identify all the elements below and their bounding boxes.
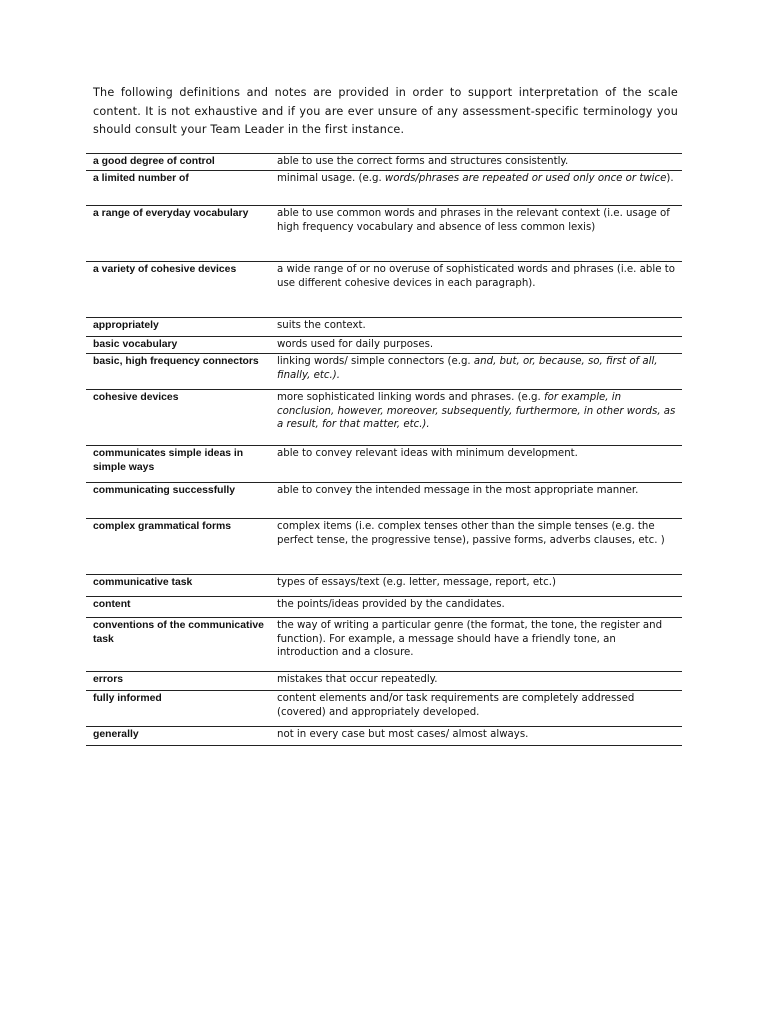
definition-text: content elements and/or task requirements are completely addressed (covered) and appropriately developed. [277, 693, 635, 718]
glossary-definition [270, 519, 682, 575]
glossary-term: generally [86, 727, 270, 746]
definition-text: ). [666, 173, 674, 184]
definition-text: not in every case but most cases/ almost always. [277, 729, 529, 740]
glossary-definition [270, 154, 682, 171]
definition-text: a wide range of or no overuse of sophisticated words and phrases (i.e. able to use different cohesive devices in each paragraph). [277, 264, 675, 289]
glossary-term: basic vocabulary [86, 337, 270, 354]
glossary-definition [270, 337, 682, 354]
glossary-definition [270, 672, 682, 691]
glossary-row [86, 337, 682, 354]
definition-text: mistakes that occur repeatedly. [277, 674, 438, 685]
glossary-term: content [86, 597, 270, 618]
glossary-row [86, 262, 682, 318]
glossary-row [86, 446, 682, 483]
glossary-term: a good degree of control [86, 154, 270, 171]
glossary-row [86, 483, 682, 519]
glossary-row [86, 354, 682, 390]
glossary-term: communicative task [86, 575, 270, 597]
glossary-term: complex grammatical forms [86, 519, 270, 575]
glossary-term: errors [86, 672, 270, 691]
glossary-row [86, 390, 682, 446]
definition-example-text: words/phrases are repeated or used only once or twice [384, 173, 667, 184]
glossary-definition [270, 483, 682, 519]
definition-text: able to convey the intended message in the most appropriate manner. [277, 485, 639, 496]
definition-text: complex items (i.e. complex tenses other than the simple tenses (e.g. the perfect tense, the progressive tense), passive forms, adverbs clauses, etc. ) [277, 521, 665, 546]
definition-example-text: and, but, or, because, so, first of all, finally, etc.). [277, 356, 658, 381]
definition-text: linking words/ simple connectors (e.g. [277, 356, 474, 367]
glossary-row [86, 691, 682, 727]
glossary-term: conventions of the communicative task [86, 618, 270, 672]
glossary-definition [270, 597, 682, 618]
glossary-definition [270, 206, 682, 262]
definition-text: suits the context. [277, 320, 366, 331]
definition-text: able to use common words and phrases in the relevant context (i.e. usage of high frequency vocabulary and absence of less common lexis) [277, 208, 670, 233]
glossary-definition [270, 354, 682, 390]
definition-text: able to convey relevant ideas with minimum development. [277, 448, 578, 459]
glossary-definition [270, 446, 682, 483]
glossary-row [86, 672, 682, 691]
glossary-term: fully informed [86, 691, 270, 727]
glossary-row [86, 154, 682, 171]
glossary-definition [270, 262, 682, 318]
definition-text: words used for daily purposes. [277, 339, 434, 350]
glossary-row [86, 618, 682, 672]
definition-example-text: for example, in conclusion, however, moreover, subsequently, furthermore, in other words, as a result, for that matter, etc.). [277, 392, 676, 431]
glossary-row [86, 727, 682, 746]
glossary-term: a limited number of [86, 171, 270, 206]
definition-text: the points/ideas provided by the candidates. [277, 599, 505, 610]
glossary-definition [270, 390, 682, 446]
glossary-term: communicates simple ideas in simple ways [86, 446, 270, 483]
glossary-row [86, 597, 682, 618]
definition-text: minimal usage. (e.g. [277, 173, 385, 184]
glossary-table [86, 153, 682, 746]
glossary-definition [270, 318, 682, 337]
definition-text: able to use the correct forms and structures consistently. [277, 156, 569, 167]
glossary-definition [270, 618, 682, 672]
glossary-definition [270, 691, 682, 727]
glossary-row [86, 318, 682, 337]
glossary-row [86, 575, 682, 597]
glossary-term: communicating successfully [86, 483, 270, 519]
glossary-definition [270, 575, 682, 597]
glossary-term: basic, high frequency connectors [86, 354, 270, 390]
glossary-definition [270, 727, 682, 746]
glossary-row [86, 519, 682, 575]
definition-text: more sophisticated linking words and phrases. (e.g. [277, 392, 545, 403]
glossary-term: a range of everyday vocabulary [86, 206, 270, 262]
intro-paragraph: The following definitions and notes are provided in order to support interpretation of the scale content. It is not exhaustive and if you are ever unsure of any assessment-specific terminology you should consult your Team Leader in the first instance. [93, 86, 678, 136]
glossary-term: a variety of cohesive devices [86, 262, 270, 318]
glossary-definition [270, 171, 682, 206]
glossary-row [86, 171, 682, 206]
glossary-term: appropriately [86, 318, 270, 337]
glossary-term: cohesive devices [86, 390, 270, 446]
glossary-row [86, 206, 682, 262]
definition-text: the way of writing a particular genre (the format, the tone, the register and function). For example, a message should have a friendly tone, an introduction and a closure. [277, 620, 663, 659]
glossary-body [86, 154, 682, 746]
definition-text: types of essays/text (e.g. letter, message, report, etc.) [277, 577, 556, 588]
